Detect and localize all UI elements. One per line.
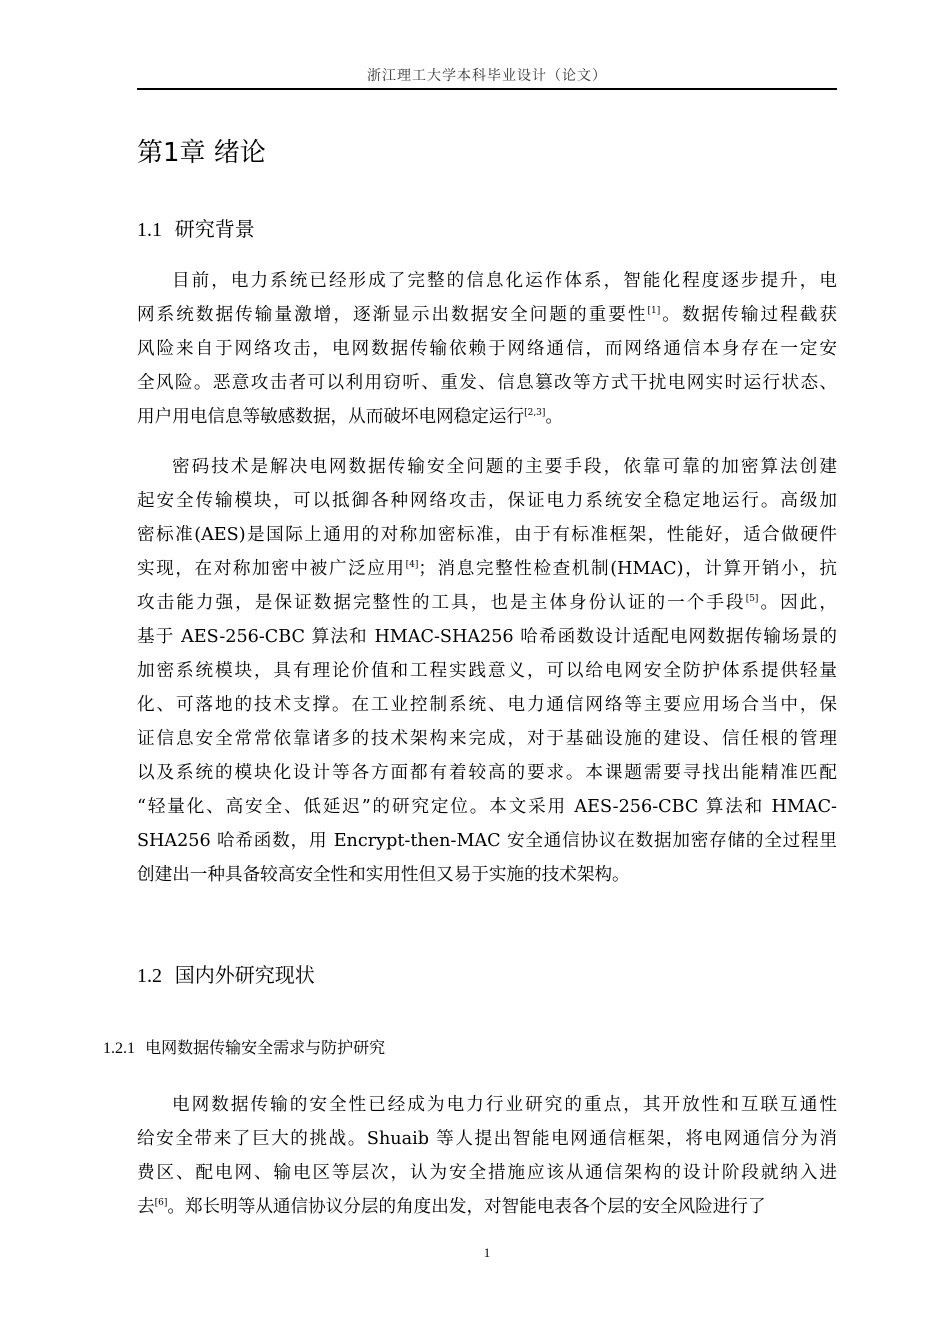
citation-ref: [2,3] <box>524 408 546 418</box>
section-number: 1.1 <box>137 219 162 241</box>
subsection-heading-1-2-1 <box>103 1035 385 1062</box>
text-line <box>137 824 837 858</box>
text-line <box>137 366 837 400</box>
text-segment: 密码技术是解决电网数据传输安全问题的主要手段，依靠可靠的加密算法创建 <box>172 457 837 477</box>
text-line <box>137 1190 837 1224</box>
text-segment: 。因此， <box>758 593 837 613</box>
text-line <box>137 858 837 892</box>
text-segment: 用户用电信息等敏感数据，从而破坏电网稳定运行 <box>137 407 525 427</box>
citation-ref: [4] <box>405 560 419 570</box>
text-segment: 网系统数据传输量激增，逐渐显示出数据安全问题的重要性 <box>137 305 648 325</box>
text-segment: 化、可落地的技术支撑。在工业控制系统、电力通信网络等主要应用场合当中，保 <box>137 695 837 715</box>
text-segment: 实现，在对称加密中被广泛应用 <box>137 559 406 579</box>
text-line <box>137 298 837 332</box>
text-line <box>137 518 837 552</box>
text-line <box>137 654 837 688</box>
text-line <box>137 586 837 620</box>
section-title: 国内外研究现状 <box>174 963 315 987</box>
text-line <box>137 1088 837 1122</box>
text-line <box>137 688 837 722</box>
section-title: 研究背景 <box>174 217 255 241</box>
text-segment: 加密系统模块，具有理论价值和工程实践意义，可以给电网安全防护体系提供轻量 <box>137 661 837 681</box>
text-segment: 费区、配电网、输电区等层次，认为安全措施应该从通信架构的设计阶段就纳入进 <box>137 1163 837 1183</box>
section-heading-1-1 <box>137 214 255 245</box>
text-line <box>137 790 837 824</box>
citation-ref: [6] <box>154 1198 168 1208</box>
text-line <box>137 1122 837 1156</box>
text-segment: 电网数据传输的安全性已经成为电力行业研究的重点，其开放性和互联互通性 <box>172 1095 837 1115</box>
text-line <box>137 722 837 756</box>
text-line <box>137 620 837 654</box>
text-segment: 给安全带来了巨大的挑战。Shuaib 等人提出智能电网通信框架，将电网通信分为消 <box>137 1129 837 1149</box>
text-segment: 目前，电力系统已经形成了完整的信息化运作体系，智能化程度逐步提升，电 <box>172 271 837 291</box>
text-line <box>137 332 837 366</box>
text-line <box>137 756 837 790</box>
page-number: 1 <box>483 1245 491 1260</box>
text-segment: 。 <box>545 407 564 427</box>
text-segment: “轻量化、高安全、低延迟”的研究定位。本文采用 AES-256-CBC 算法和 HMAC- <box>137 797 837 817</box>
header-rule <box>137 88 837 90</box>
text-segment: 去 <box>137 1197 155 1217</box>
text-segment: 风险来自于网络攻击，电网数据传输依赖于网络通信，而网络通信本身存在一定安 <box>137 339 837 359</box>
text-line <box>137 552 837 586</box>
citation-ref: [1] <box>647 306 661 316</box>
text-segment: 起安全传输模块，可以抵御各种网络攻击，保证电力系统安全稳定地运行。高级加 <box>137 491 837 511</box>
text-segment: 密标准(AES)是国际上通用的对称加密标准，由于有标准框架，性能好，适合做硬件 <box>137 525 837 545</box>
subsection-title: 电网数据传输安全需求与防护研究 <box>145 1038 386 1057</box>
text-line <box>137 264 837 298</box>
chapter-title: 第1章 绪论 <box>137 138 266 168</box>
text-segment: 证信息安全常常依靠诸多的技术架构来完成，对于基础设施的建设、信任根的管理 <box>137 729 837 749</box>
text-line <box>137 400 837 434</box>
text-segment: 全风险。恶意攻击者可以利用窃听、重发、信息篡改等方式干扰电网实时运行状态、 <box>137 373 837 393</box>
text-segment: 以及系统的模块化设计等各方面都有着较高的要求。本课题需要寻找出能精准匹配 <box>137 763 837 783</box>
text-segment: 。郑长明等从通信协议分层的角度出发，对智能电表各个层的安全风险进行了 <box>167 1197 766 1217</box>
section-heading-1-2 <box>137 960 315 991</box>
text-line <box>137 484 837 518</box>
paragraph-3 <box>137 1088 837 1224</box>
running-header: 浙江理工大学本科毕业设计（论文） <box>367 68 607 84</box>
text-line <box>137 450 837 484</box>
paragraph-1 <box>137 264 837 434</box>
text-segment: ；消息完整性检查机制(HMAC)，计算开销小，抗 <box>418 559 837 579</box>
text-segment: 。数据传输过程截获 <box>660 305 837 325</box>
text-line <box>137 1156 837 1190</box>
text-segment: 攻击能力强，是保证数据完整性的工具，也是主体身份认证的一个手段 <box>137 593 746 613</box>
text-segment: SHA256 哈希函数，用 Encrypt-then-MAC 安全通信协议在数据加密存储的全过程里 <box>137 831 837 851</box>
citation-ref: [5] <box>745 594 759 604</box>
section-number: 1.2 <box>137 965 162 987</box>
text-segment: 创建出一种具备较高安全性和实用性但又易于实施的技术架构。 <box>137 865 630 885</box>
text-segment: 基于 AES-256-CBC 算法和 HMAC-SHA256 哈希函数设计适配电网数据传输场景的 <box>137 627 837 647</box>
subsection-number: 1.2.1 <box>103 1040 135 1057</box>
paragraph-2 <box>137 450 837 892</box>
